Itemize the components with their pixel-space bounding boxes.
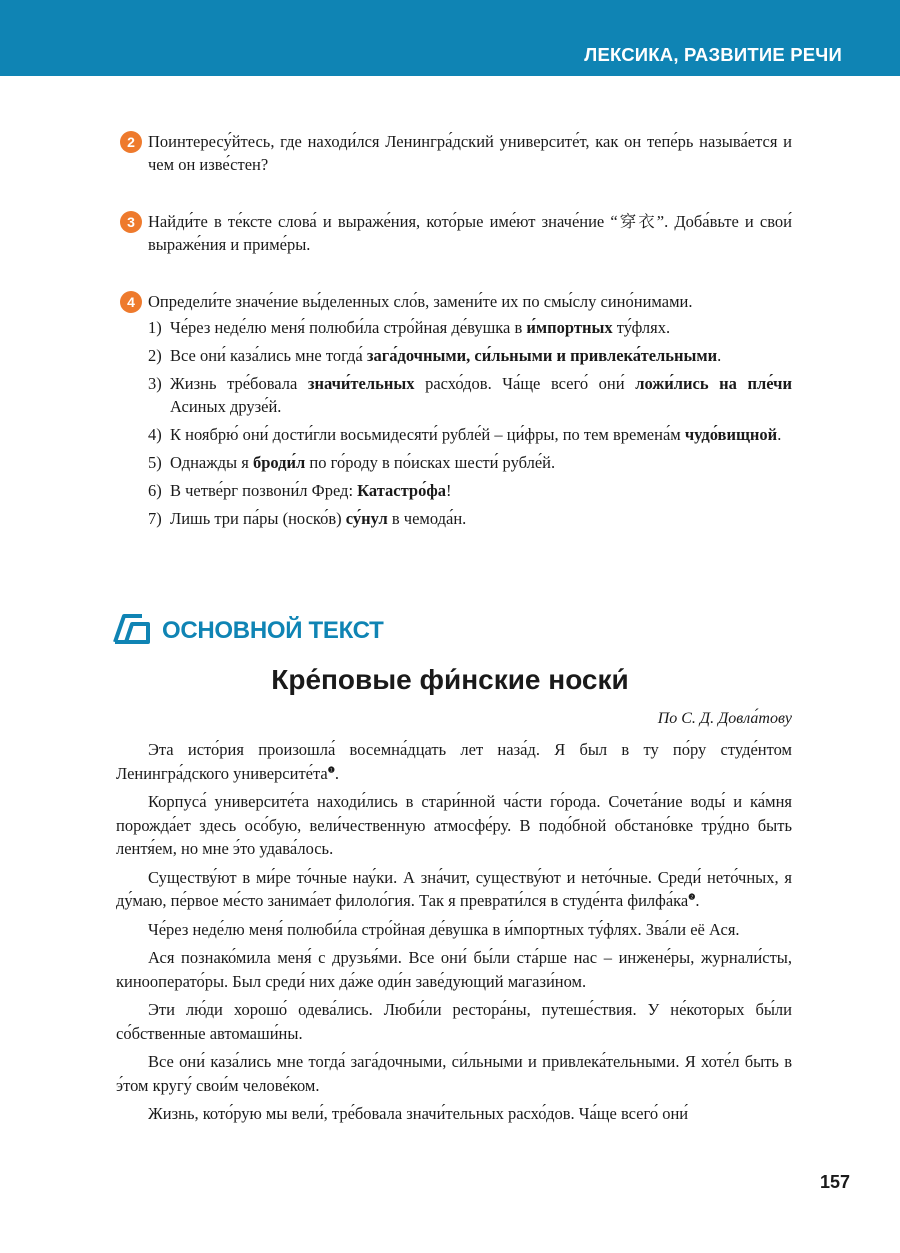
task-number-badge: 2 bbox=[120, 131, 142, 153]
paragraph: Все они́ каза́лись мне тогда́ зага́дочными, си́льными и привлека́тельными. Я хоте́л быть в э́том кругу́ свои́м челове́ком. bbox=[116, 1052, 792, 1095]
task-4 bbox=[120, 290, 792, 313]
task-4-items bbox=[148, 316, 792, 530]
section-title: ОСНОВНОЙ ТЕКСТ bbox=[162, 617, 384, 644]
paragraph: Жизнь, кото́рую мы вели́, тре́бовала значи́тельных расхо́дов. Ча́ще всего́ они́ bbox=[148, 1104, 689, 1123]
task-number-badge: 3 bbox=[120, 211, 142, 233]
task-2 bbox=[120, 130, 792, 176]
text-book-icon bbox=[112, 612, 154, 648]
paragraph: Ася познако́мила меня́ с друзья́ми. Все они́ бы́ли ста́рше нас – инжене́ры, журнали́сты, кинооперато́ры. Был среди́ них да́же оди́н заве́дующий магази́ном. bbox=[116, 948, 792, 991]
footnote-marker: ❶ bbox=[327, 765, 335, 774]
list-item: 3) Жизнь тре́бовала значи́тельных расхо́дов. Ча́ще всего́ они́ ложи́лись на пле́чи Асиных друзе́й. bbox=[148, 374, 792, 416]
page-number: 157 bbox=[819, 1172, 850, 1192]
paragraph: Че́рез неде́лю меня́ полюби́ла стро́йная де́вушка в и́мпортных ту́флях. Зва́ли её Ася. bbox=[148, 919, 740, 939]
footnote-marker: ❷ bbox=[688, 892, 696, 902]
paragraph: Корпуса́ университе́та находи́лись в стари́нной ча́сти го́рода. Сочета́ние воды́ и ка́мня порожда́ет здесь осо́бую, вели́чественную атмосфе́ру. В подо́бной обстано́вке тру́дно быть лентя́ем, но мне э́то удава́лось. bbox=[116, 792, 792, 858]
task-text: Найди́те в те́ксте слова́ и выраже́ния, кото́рые име́ют значе́ние “穿衣”. Доба́вьте и свои́ выраже́ния и приме́ры. bbox=[148, 212, 792, 254]
list-item: 7) Лишь три па́ры (носко́в) су́нул в чемода́н. bbox=[148, 509, 467, 528]
list-item: 5) Однажды я броди́л по го́роду в по́исках шести́ рубле́й. bbox=[148, 453, 556, 472]
paragraph: Эти лю́ди хорошо́ одева́лись. Люби́ли рестора́ны, путеше́ствия. У не́которых бы́ли со́бственные автомаши́ны. bbox=[116, 1000, 792, 1043]
task-text: Поинтересу́йтесь, где находи́лся Ленингра́дский университе́т, как он тепе́рь называ́ется и чем он изве́стен? bbox=[148, 132, 792, 174]
task-text: Определи́те значе́ние вы́деленных сло́в, замени́те их по смы́слу сино́нимами. bbox=[148, 292, 693, 311]
list-item: 6) В четве́рг позвони́л Фред: Катастро́фа! bbox=[148, 481, 452, 500]
story-text bbox=[116, 738, 792, 1126]
task-number-badge: 4 bbox=[120, 291, 142, 313]
paragraph: Существу́ют в ми́ре то́чные нау́ки. А зна́чит, существу́ют и нето́чные. Среди́ нето́чных, я ду́маю, пе́рвое ме́сто занима́ет филоло́гия. Так я преврати́лся в студе́нта филфа́ка$^❷$. bbox=[116, 867, 792, 910]
list-item: 2) Все они́ каза́лись мне тогда́ зага́дочными, си́льными и привлека́тельными. bbox=[148, 346, 722, 365]
list-item: 4) К ноябрю́ они́ дости́гли восьмидесяти́ рубле́й – ци́фры, по тем времена́м чудо́вищной. bbox=[148, 425, 782, 444]
list-item: 1) Че́рез неде́лю меня́ полюби́ла стро́йная де́вушка в и́мпортных ту́флях. bbox=[148, 318, 671, 337]
paragraph: Эта исто́рия произошла́ восемна́дцать лет наза́д. Я был в ту по́ру студе́нтом Ленингра́дского университе́та$^❶$. bbox=[116, 740, 792, 783]
story-title: Кре́повые фи́нские носки́ bbox=[271, 664, 629, 695]
story-author: По С. Д. Довла́тову bbox=[657, 710, 792, 727]
task-3 bbox=[120, 210, 792, 256]
header-title: ЛЕКСИКА, РАЗВИТИЕ РЕЧИ bbox=[584, 44, 842, 65]
